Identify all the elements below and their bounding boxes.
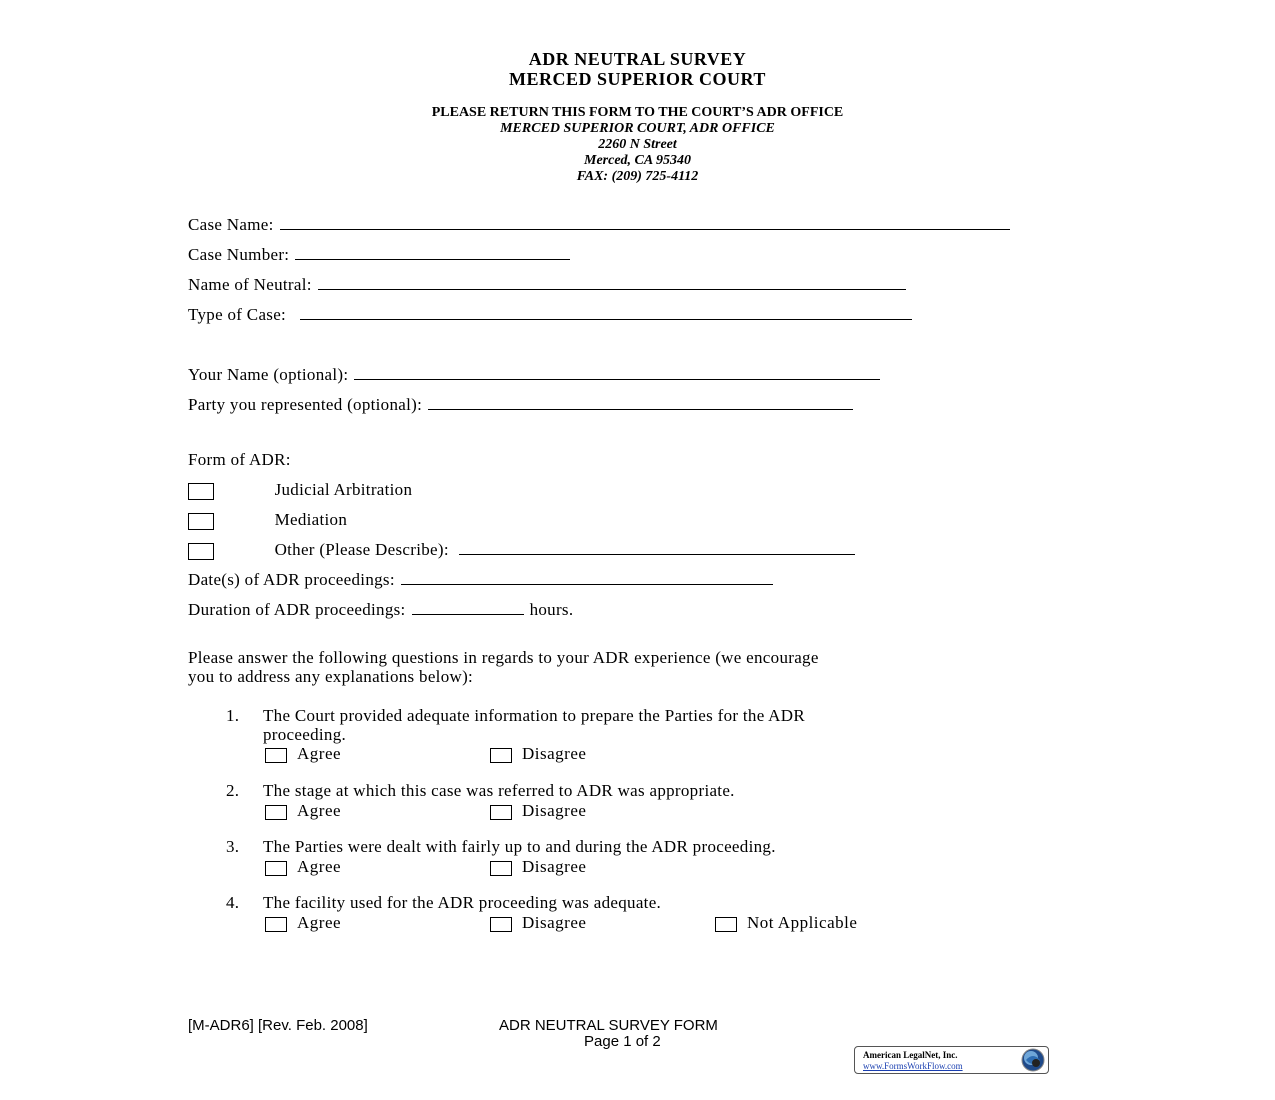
duration-input[interactable]	[412, 600, 524, 615]
q2-agree-label: Agree	[297, 801, 342, 820]
q2-agree-option	[265, 801, 341, 821]
logo-company-name: American LegalNet, Inc.	[863, 1050, 958, 1060]
case-name-input[interactable]	[280, 215, 1010, 230]
party-input[interactable]	[428, 395, 853, 410]
case-number-input[interactable]	[295, 245, 570, 260]
q4-agree-option	[265, 913, 341, 933]
case-name-field	[188, 215, 1010, 235]
q1-agree-label: Agree	[297, 744, 342, 763]
neutral-name-label: Name of Neutral:	[188, 275, 312, 294]
mediation-checkbox[interactable]	[188, 513, 214, 530]
office-city: Merced, CA 95340	[584, 153, 691, 168]
question-1-text-cont: proceeding.	[263, 725, 347, 744]
return-note: PLEASE RETURN THIS FORM TO THE COURT’S ADR OFFICE	[431, 105, 844, 120]
american-legalnet-logo[interactable]	[854, 1046, 1049, 1074]
globe-icon	[1021, 1048, 1045, 1072]
case-number-field	[188, 245, 570, 265]
adr-form-label: Form of ADR:	[188, 450, 291, 469]
q4-not-applicable-label: Not Applicable	[747, 913, 858, 932]
question-1-number: 1.	[226, 706, 240, 725]
your-name-label: Your Name (optional):	[188, 365, 349, 384]
q4-not-applicable-checkbox[interactable]	[715, 917, 737, 932]
q1-disagree-option	[490, 744, 586, 764]
intro-line-2: you to address any explanations below):	[188, 667, 474, 686]
q4-agree-checkbox[interactable]	[265, 917, 287, 932]
office-fax: FAX: (209) 725-4112	[576, 169, 699, 184]
neutral-name-input[interactable]	[318, 275, 906, 290]
arbitration-label: Judicial Arbitration	[274, 480, 413, 499]
question-2-number: 2.	[226, 781, 240, 800]
footer-form-name: ADR NEUTRAL SURVEY FORM	[499, 1017, 718, 1034]
q3-agree-checkbox[interactable]	[265, 861, 287, 876]
adr-option-other	[188, 540, 855, 560]
case-type-field	[188, 305, 912, 325]
office-street: 2260 N Street	[598, 137, 677, 152]
form-title: ADR NEUTRAL SURVEY	[528, 49, 747, 69]
q3-disagree-label: Disagree	[522, 857, 587, 876]
question-3-number: 3.	[226, 837, 240, 856]
case-name-label: Case Name:	[188, 215, 274, 234]
question-3-text: The Parties were dealt with fairly up to and during the ADR proceeding.	[263, 837, 776, 856]
office-name: MERCED SUPERIOR COURT, ADR OFFICE	[500, 121, 775, 136]
question-4-number: 4.	[226, 893, 240, 912]
intro-line-1: Please answer the following questions in regards to your ADR experience (we encourage	[188, 648, 819, 667]
neutral-name-field	[188, 275, 906, 295]
q4-disagree-label: Disagree	[522, 913, 587, 932]
adr-option-arbitration	[188, 480, 412, 500]
arbitration-checkbox[interactable]	[188, 483, 214, 500]
q1-disagree-checkbox[interactable]	[490, 748, 512, 763]
q1-agree-option	[265, 744, 341, 764]
q2-agree-checkbox[interactable]	[265, 805, 287, 820]
q2-disagree-option	[490, 801, 586, 821]
duration-label: Duration of ADR proceedings:	[188, 600, 406, 619]
other-describe-input[interactable]	[459, 540, 855, 555]
mediation-label: Mediation	[274, 510, 348, 529]
adr-option-mediation	[188, 510, 347, 530]
q2-disagree-label: Disagree	[522, 801, 587, 820]
court-title: MERCED SUPERIOR COURT	[509, 69, 766, 89]
your-name-input[interactable]	[354, 365, 880, 380]
question-4-text: The facility used for the ADR proceeding was adequate.	[263, 893, 662, 912]
dates-input[interactable]	[401, 570, 773, 585]
other-label: Other (Please Describe):	[274, 540, 449, 559]
q4-disagree-option	[490, 913, 586, 933]
duration-field	[188, 600, 573, 620]
logo-url-link[interactable]: www.FormsWorkFlow.com	[863, 1061, 963, 1071]
q3-agree-option	[265, 857, 341, 877]
q4-agree-label: Agree	[297, 913, 342, 932]
footer-page-number: Page 1 of 2	[584, 1033, 661, 1050]
your-name-field	[188, 365, 880, 385]
q1-disagree-label: Disagree	[522, 744, 587, 763]
q3-disagree-checkbox[interactable]	[490, 861, 512, 876]
question-1-text: The Court provided adequate information to prepare the Parties for the ADR	[263, 706, 805, 725]
dates-field	[188, 570, 773, 590]
q3-agree-label: Agree	[297, 857, 342, 876]
q4-disagree-checkbox[interactable]	[490, 917, 512, 932]
dates-label: Date(s) of ADR proceedings:	[188, 570, 395, 589]
case-number-label: Case Number:	[188, 245, 290, 264]
q4-not-applicable-option	[715, 913, 857, 933]
duration-unit: hours.	[529, 600, 574, 619]
q1-agree-checkbox[interactable]	[265, 748, 287, 763]
party-label: Party you represented (optional):	[188, 395, 423, 414]
q2-disagree-checkbox[interactable]	[490, 805, 512, 820]
q3-disagree-option	[490, 857, 586, 877]
question-2-text: The stage at which this case was referred to ADR was appropriate.	[263, 781, 735, 800]
other-checkbox[interactable]	[188, 543, 214, 560]
party-field	[188, 395, 853, 415]
case-type-label: Type of Case:	[188, 305, 287, 324]
footer-form-id: [M-ADR6] [Rev. Feb. 2008]	[188, 1017, 368, 1034]
case-type-input[interactable]	[300, 305, 912, 320]
